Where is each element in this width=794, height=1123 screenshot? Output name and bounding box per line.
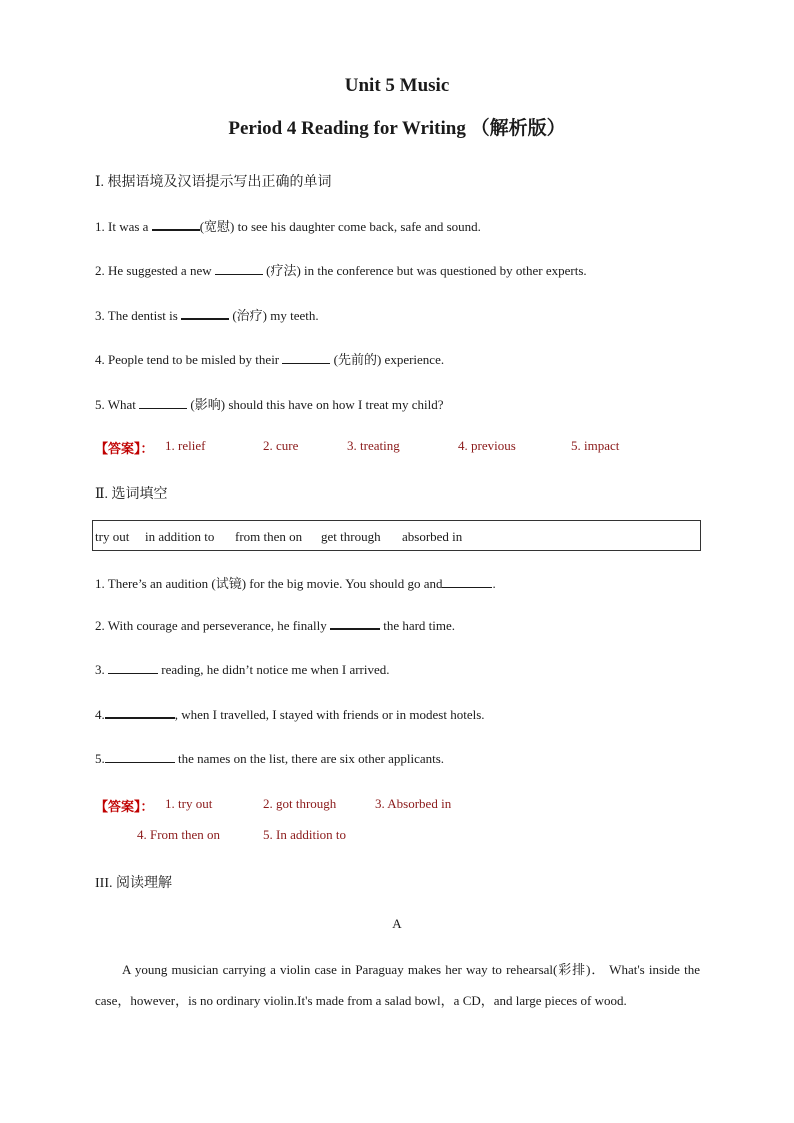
s2-answer-4: 4. From then on [137, 827, 221, 842]
passage-paragraph: A young musician carrying a violin case in Paraguay makes her way to rehearsal(彩排)． What's inside the case，however，is no ordinary violin.It's made from a salad bowl，a CD，and large pieces of wood. [95, 962, 700, 1008]
s1-q3-text: 3. The dentist is [95, 308, 182, 323]
period-title: Period 4 Reading for Writing （解析版） [228, 118, 566, 139]
s2-question-2 [95, 618, 455, 634]
section2-heading: Ⅱ. 选词填空 [95, 487, 168, 502]
s2-q4-end: , when I travelled, I stayed with friends or in modest hotels. [174, 707, 485, 722]
s2-q3-end: reading, he didn’t notice me when I arrived. [158, 662, 390, 677]
s1-answer-4: 4. previous [458, 438, 516, 453]
section3-heading: III. 阅读理解 [95, 876, 172, 891]
s1-answer-3: 3. treating [347, 438, 400, 453]
s1-answer-2: 2. cure [263, 438, 299, 453]
passage-label: A [392, 916, 402, 931]
word-option-3: from then on [235, 529, 303, 544]
s1-question-1 [95, 216, 481, 235]
s1-q3-hint: (治疗) my teeth. [229, 308, 319, 323]
s1-q2-blank [215, 273, 263, 275]
s2-answer-3: 3. Absorbed in [375, 796, 452, 811]
s1-answer-label: 【答案】： [95, 441, 154, 456]
s1-question-3 [95, 305, 319, 324]
s1-q1-text: 1. It was a [95, 219, 152, 234]
section1-heading: Ⅰ. 根据语境及汉语提示写出正确的单词 [95, 175, 332, 190]
s1-q5-text: 5. What [95, 397, 140, 412]
s2-question-1 [95, 573, 496, 592]
s2-q3-text: 3. [95, 662, 108, 677]
s2-answer-label: 【答案】： [95, 799, 154, 814]
s2-q3-blank [108, 672, 158, 674]
word-option-1: try out [95, 529, 130, 544]
s2-q4-text: 4. [95, 707, 105, 722]
word-option-2: in addition to [145, 529, 215, 544]
s2-question-3 [95, 662, 390, 678]
s2-q2-text: 2. With courage and perseverance, he finally [95, 618, 330, 633]
s2-q1-end: . [492, 576, 496, 591]
s1-q2-hint: (疗法) in the conference but was questioned by other experts. [262, 263, 587, 278]
s2-q5-blank [105, 761, 175, 763]
s1-q4-hint: (先前的) experience. [330, 352, 445, 367]
s2-q1-blank [442, 586, 492, 588]
s2-q2-end: the hard time. [379, 618, 456, 633]
s1-q1-hint: (宽慰) to see his daughter come back, safe and sound. [199, 219, 481, 234]
s2-q5-text: 5. [95, 751, 105, 766]
s1-question-2 [95, 260, 587, 279]
s2-q2-blank [330, 627, 380, 630]
s1-question-5 [95, 394, 444, 413]
s2-q4-blank [105, 716, 175, 719]
unit-title: Unit 5 Music [344, 75, 450, 96]
s2-q1-text: 1. There’s an audition (试镜) for the big movie. You should go and [95, 576, 443, 591]
s2-question-4 [95, 707, 485, 723]
s1-q2-text: 2. He suggested a new [95, 263, 215, 278]
s2-answer-5: 5. In addition to [263, 827, 347, 842]
s1-answer-5: 5. impact [571, 438, 620, 453]
word-option-5: absorbed in [402, 529, 463, 544]
s1-q3-blank [181, 317, 229, 320]
s1-q1-blank [152, 228, 200, 231]
word-bank-box [92, 520, 701, 551]
word-option-4: get through [321, 529, 381, 544]
s2-q5-end: the names on the list, there are six other applicants. [174, 751, 445, 766]
s1-answer-1: 1. relief [165, 438, 206, 453]
s1-q4-blank [282, 362, 330, 364]
s1-q4-text: 4. People tend to be misled by their [95, 352, 283, 367]
s1-question-4 [95, 349, 444, 368]
s1-q5-hint: (影响) should this have on how I treat my child? [187, 397, 444, 412]
s1-q5-blank [139, 407, 187, 409]
s2-question-5 [95, 751, 444, 767]
s2-answer-2: 2. got through [263, 796, 337, 811]
s2-answer-1: 1. try out [165, 796, 213, 811]
